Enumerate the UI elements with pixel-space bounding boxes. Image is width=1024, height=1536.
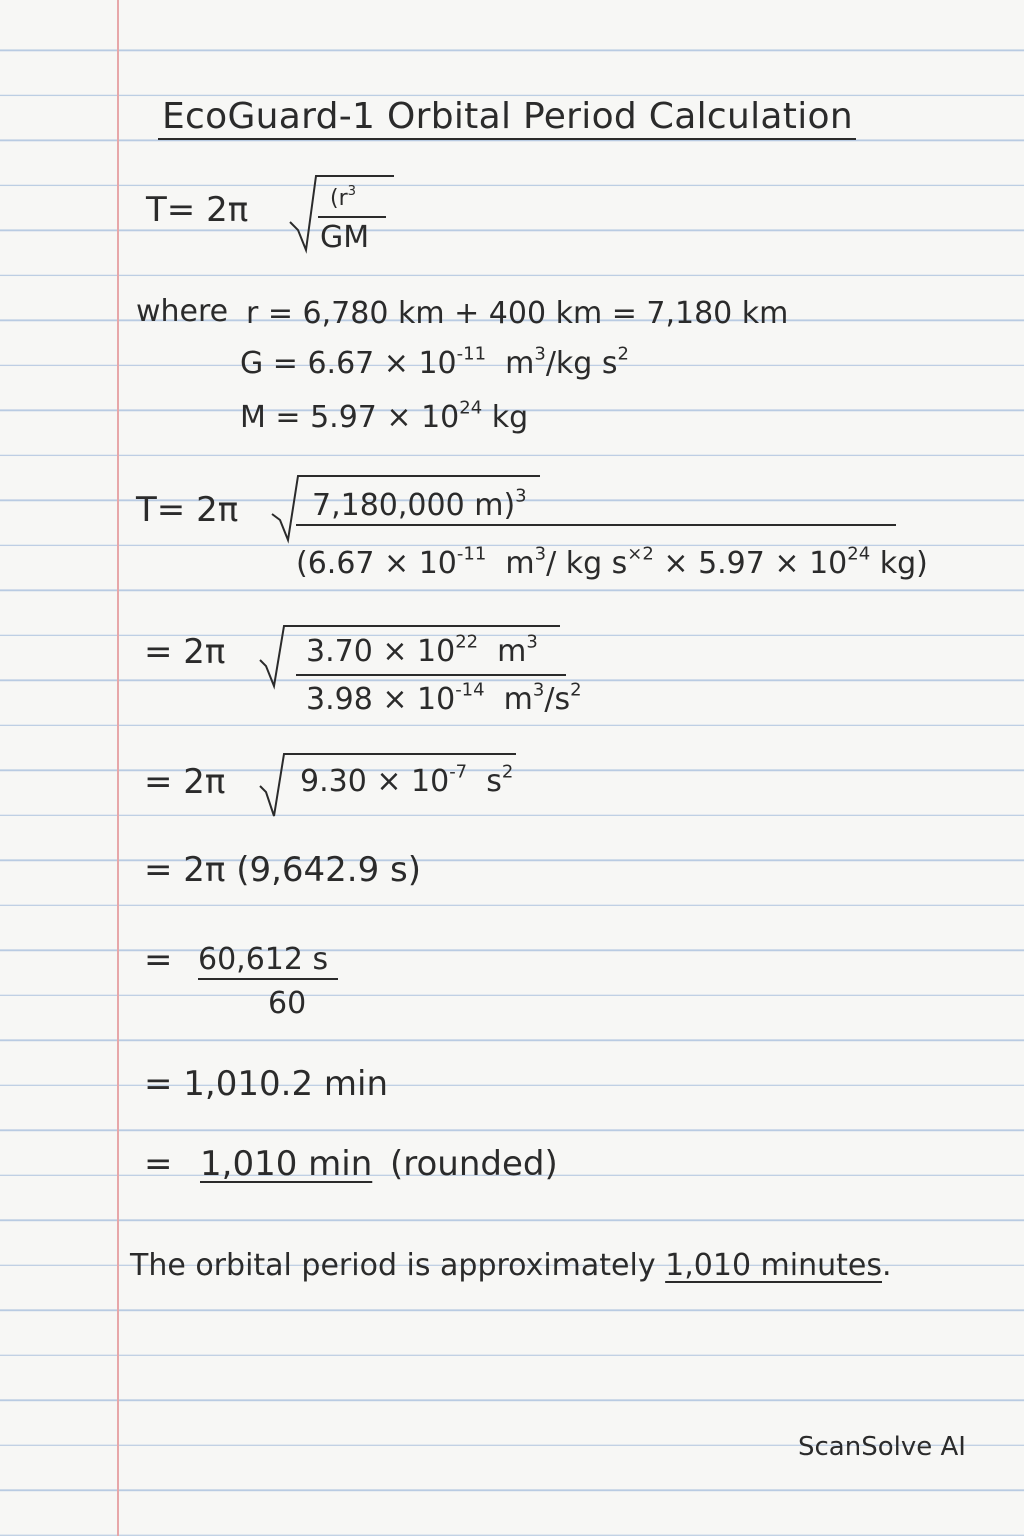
- step2-denominator: $3.98 \times 10^{-14}$ $m^3/s^2$: [306, 679, 582, 717]
- rounded-note: (rounded): [390, 1144, 558, 1184]
- final-answer: 1,010 min: [200, 1144, 373, 1184]
- formula-denominator: GM: [320, 220, 370, 255]
- conclusion-value: 1,010 minutes: [665, 1248, 882, 1283]
- step1-lhs: T= 2π: [136, 490, 239, 530]
- step3-radicand: $9.30 \times 10^{-7}$ $s^2$: [300, 761, 514, 799]
- formula-lhs: T= 2π: [146, 190, 249, 230]
- step5-denominator: 60: [268, 986, 307, 1021]
- conclusion-sentence: The orbital period is approximately 1,010 minutes.: [130, 1248, 892, 1283]
- scansolve-watermark: ScanSolve AI: [798, 1432, 966, 1462]
- earth-mass-line: $M = 5.97 \times 10^{24}$ kg: [240, 397, 529, 435]
- step7-prefix: =: [144, 1144, 173, 1184]
- step1-denominator: ($6.67 \times 10^{-11}$ $m^3/$ kg $s^{\times 2} \times 5.97 \times 10^{24}$ kg): [296, 543, 928, 581]
- step6-line: = 1,010.2 min: [144, 1064, 388, 1104]
- formula-numerator: ($r^3$: [330, 184, 357, 211]
- where-label: where: [136, 294, 229, 329]
- page-title: EcoGuard-1 Orbital Period Calculation: [162, 96, 853, 137]
- step3-prefix: = 2π: [144, 762, 226, 802]
- step4-line: = 2π (9,642.9 s): [144, 850, 422, 890]
- step2-numerator: $3.70 \times 10^{22}$ $m^3$: [306, 631, 538, 669]
- step5-numerator: 60,612 s: [198, 942, 329, 977]
- step2-prefix: = 2π: [144, 632, 226, 672]
- step1-numerator: 7,180,000 m)$^3$: [312, 485, 527, 523]
- gravity-constant-line: $G = 6.67 \times 10^{-11}$ $m^3/kg$ $s^2$: [240, 343, 629, 381]
- step5-prefix: =: [144, 940, 173, 980]
- step5-fraction-bar: [198, 978, 338, 980]
- radius-line: r = 6,780 km + 400 km = 7,180 km: [246, 296, 789, 331]
